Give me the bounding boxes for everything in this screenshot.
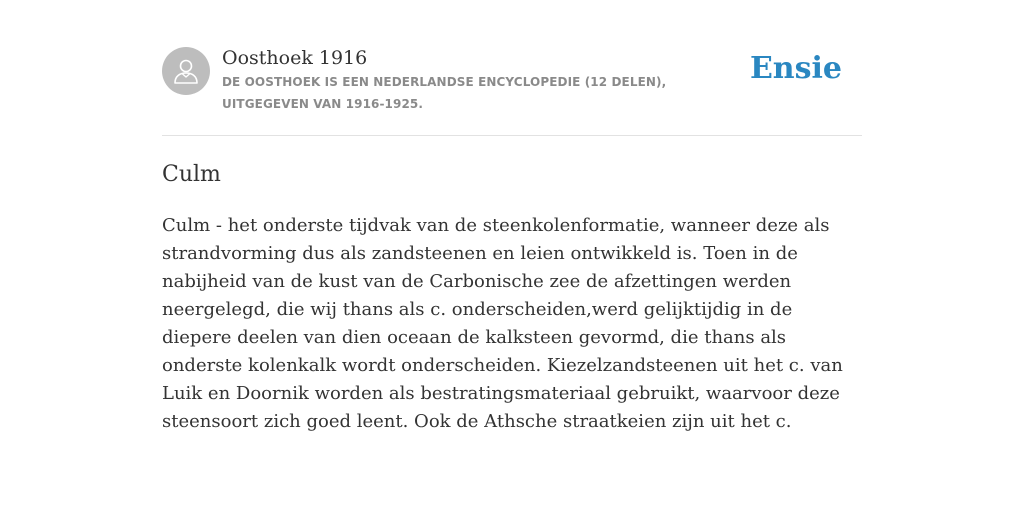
ensie-logo-link[interactable]: Ensie bbox=[749, 51, 842, 86]
source-avatar[interactable] bbox=[162, 47, 210, 95]
article-card bbox=[162, 46, 862, 436]
user-icon bbox=[171, 56, 201, 86]
source-header bbox=[162, 46, 862, 136]
source-info bbox=[222, 46, 757, 115]
article-body: Culm - het onderste tijdvak van de steenkolenformatie, wanneer deze als strandvorming dus als zandsteenen en leien ontwikkeld is. Toen in de nabijheid van de kust van de Carbonische zee de afzettingen werden neergelegd, die wij thans als c. onderscheiden,werd gelijktijdig in de diepere deelen van dien oceaan de kalksteen gevormd, die thans als onderste kolenkalk wordt onderscheiden. Kiezelzandsteenen uit het c. van Luik en Doornik worden als bestratingsmateriaal gebruikt, waarvoor deze steensoort zich goed leent. Ook de Athsche straatkeien zijn uit het c. bbox=[162, 215, 843, 432]
source-name[interactable]: Oosthoek 1916 bbox=[222, 47, 368, 69]
source-description: DE OOSTHOEK IS EEN NEDERLANDSE ENCYCLOPEDIE (12 DELEN), UITGEGEVEN VAN 1916-1925. bbox=[222, 75, 667, 111]
article-title: Culm bbox=[162, 162, 221, 187]
